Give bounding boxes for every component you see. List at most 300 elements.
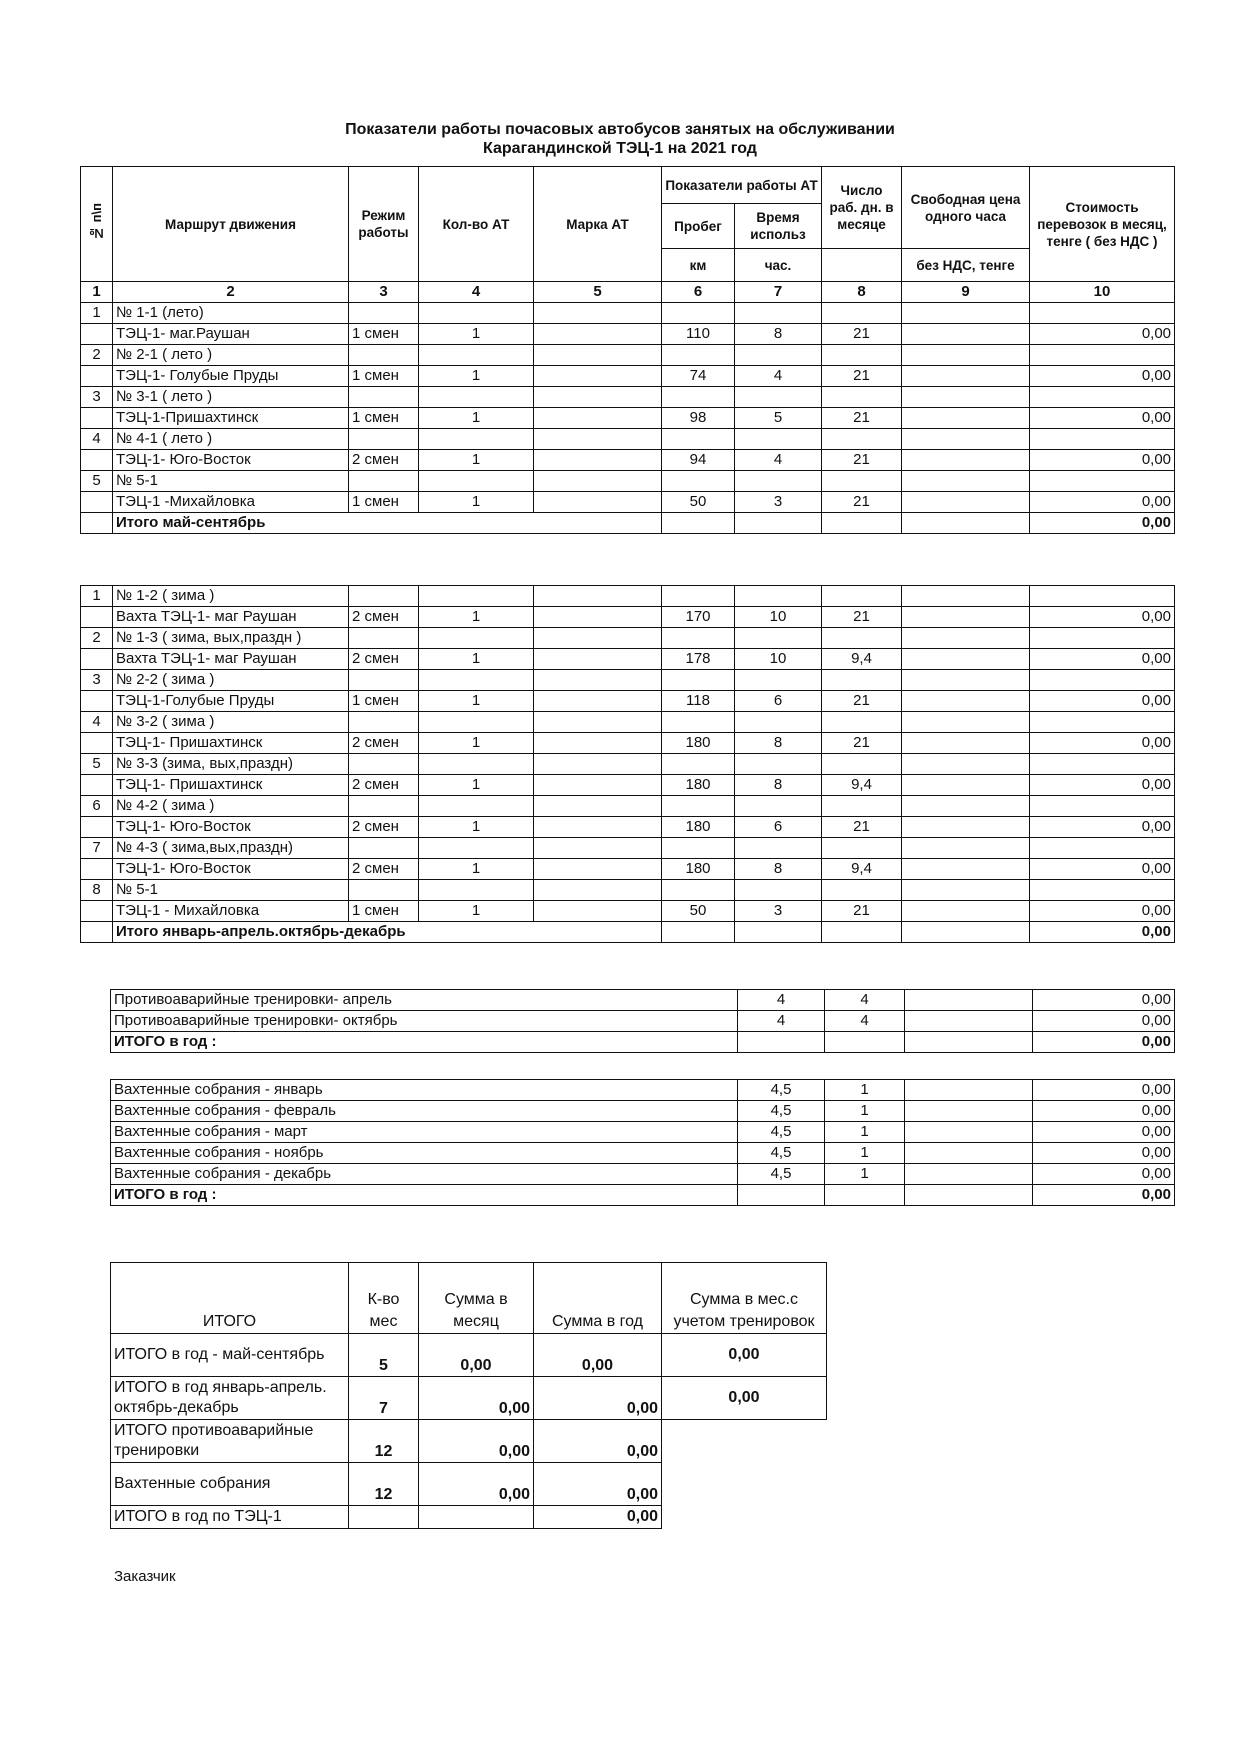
header-days: Число раб. дн. в месяце: [822, 167, 902, 249]
monthly-cost: [1030, 628, 1175, 649]
activity-days: 1: [825, 1122, 905, 1143]
bus-brand: [534, 775, 662, 796]
hours-used: 6: [735, 817, 822, 838]
column-number: 4: [419, 282, 534, 303]
work-mode: [349, 303, 419, 324]
monthly-cost: 0,00: [1030, 649, 1175, 670]
bus-brand: [534, 754, 662, 775]
row-number: 7: [81, 838, 113, 859]
hour-price: [902, 691, 1030, 712]
bus-brand: [534, 366, 662, 387]
route-name: № 4-1 ( лето ): [113, 429, 349, 450]
summer-rows: [81, 303, 1175, 513]
route-row: [81, 901, 1175, 922]
row-number: 1: [81, 586, 113, 607]
column-number: 9: [902, 282, 1030, 303]
hour-price: [902, 838, 1030, 859]
drills-total-label: ИТОГО в год :: [111, 1032, 738, 1053]
summary-header-row: [111, 1263, 827, 1334]
activity-price: [905, 1143, 1033, 1164]
hour-price: [902, 712, 1030, 733]
work-days: 21: [822, 324, 902, 345]
row-number: [81, 450, 113, 471]
row-number: 5: [81, 754, 113, 775]
row-number: 6: [81, 796, 113, 817]
bus-count: [419, 628, 534, 649]
route-name: ТЭЦ-1- Пришахтинск: [113, 733, 349, 754]
bus-brand: [534, 586, 662, 607]
header-price-unit: без НДС, тенге: [902, 249, 1030, 282]
hours-used: [735, 471, 822, 492]
winter-total-cost: 0,00: [1030, 922, 1175, 943]
work-mode: [349, 754, 419, 775]
bus-brand: [534, 859, 662, 880]
bus-brand: [534, 838, 662, 859]
work-mode: 1 смен: [349, 492, 419, 513]
activity-row: [111, 1101, 1175, 1122]
bus-count: 1: [419, 901, 534, 922]
main-table: [80, 166, 1175, 534]
activity-price: [905, 1122, 1033, 1143]
bus-count: [419, 880, 534, 901]
summary-months: 7: [349, 1377, 419, 1420]
row-number: [81, 324, 113, 345]
bus-count: 1: [419, 691, 534, 712]
hour-price: [902, 775, 1030, 796]
route-row: [81, 712, 1175, 733]
route-name: № 3-2 ( зима ): [113, 712, 349, 733]
header-price: Свободная цена одного часа: [902, 167, 1030, 249]
mileage-km: [662, 345, 735, 366]
route-row: [81, 408, 1175, 429]
route-row: [81, 586, 1175, 607]
bus-brand: [534, 492, 662, 513]
title-line-1: Показатели работы почасовых автобусов занятых на обслуживании: [345, 121, 895, 138]
meetings-table: [110, 1079, 1175, 1206]
customer-label: Заказчик: [114, 1568, 176, 1585]
route-row: [81, 324, 1175, 345]
winter-table: [80, 585, 1175, 943]
bus-brand: [534, 670, 662, 691]
activity-price: [905, 1011, 1033, 1032]
route-row: [81, 492, 1175, 513]
hours-used: [735, 586, 822, 607]
work-mode: [349, 838, 419, 859]
activity-days: 1: [825, 1143, 905, 1164]
summary-with-drills: [662, 1420, 827, 1463]
monthly-cost: [1030, 387, 1175, 408]
work-days: [822, 345, 902, 366]
route-name: № 1-3 ( зима, вых,праздн ): [113, 628, 349, 649]
header-count: Кол-во АТ: [419, 167, 534, 282]
hours-used: 10: [735, 607, 822, 628]
route-name: ТЭЦ-1-Пришахтинск: [113, 408, 349, 429]
summer-total-label: Итого май-сентябрь: [113, 513, 662, 534]
hour-price: [902, 670, 1030, 691]
monthly-cost: [1030, 303, 1175, 324]
bus-brand: [534, 345, 662, 366]
route-row: [81, 670, 1175, 691]
header-mode: Режим работы: [349, 167, 419, 282]
work-days: 21: [822, 450, 902, 471]
hour-price: [902, 492, 1030, 513]
work-days: 21: [822, 691, 902, 712]
work-days: [822, 838, 902, 859]
row-number: [81, 691, 113, 712]
route-row: [81, 471, 1175, 492]
activity-label: Вахтенные собрания - январь: [111, 1080, 738, 1101]
row-number: [81, 901, 113, 922]
hour-price: [902, 324, 1030, 345]
row-number: [81, 775, 113, 796]
row-number: 3: [81, 670, 113, 691]
summary-label: ИТОГО в год - май-сентябрь: [111, 1334, 349, 1377]
bus-count: [419, 429, 534, 450]
bus-brand: [534, 387, 662, 408]
meetings-rows: [111, 1080, 1175, 1185]
header-num: № п\п: [81, 167, 113, 282]
row-number: 2: [81, 345, 113, 366]
activity-label: Вахтенные собрания - ноябрь: [111, 1143, 738, 1164]
activity-row: [111, 1164, 1175, 1185]
hour-price: [902, 387, 1030, 408]
work-days: [822, 586, 902, 607]
summary-label: ИТОГО противоаварийные тренировки: [111, 1420, 349, 1463]
summary-header-per-month: Сумма в месяц: [419, 1263, 534, 1334]
route-name: № 4-3 ( зима,вых,праздн): [113, 838, 349, 859]
header-time: Время использ: [735, 204, 822, 249]
work-days: 21: [822, 607, 902, 628]
work-mode: 1 смен: [349, 691, 419, 712]
work-days: 9,4: [822, 859, 902, 880]
bus-count: 1: [419, 492, 534, 513]
work-mode: [349, 796, 419, 817]
hour-price: [902, 345, 1030, 366]
header-brand: Марка АТ: [534, 167, 662, 282]
hour-price: [902, 649, 1030, 670]
mileage-km: 94: [662, 450, 735, 471]
bus-brand: [534, 303, 662, 324]
bus-brand: [534, 901, 662, 922]
hours-used: 5: [735, 408, 822, 429]
activity-cost: 0,00: [1033, 1011, 1175, 1032]
work-mode: 2 смен: [349, 733, 419, 754]
route-name: ТЭЦ-1- Пришахтинск: [113, 775, 349, 796]
column-number: 10: [1030, 282, 1175, 303]
row-number: [81, 366, 113, 387]
monthly-cost: [1030, 754, 1175, 775]
drills-total-cost: 0,00: [1033, 1032, 1175, 1053]
row-number: [81, 733, 113, 754]
monthly-cost: [1030, 345, 1175, 366]
bus-brand: [534, 733, 662, 754]
route-name: Вахта ТЭЦ-1- маг Раушан: [113, 607, 349, 628]
work-days: 9,4: [822, 649, 902, 670]
mileage-km: 118: [662, 691, 735, 712]
activity-price: [905, 1101, 1033, 1122]
route-name: ТЭЦ-1- Голубые Пруды: [113, 366, 349, 387]
activity-label: Противоаварийные тренировки- апрель: [111, 990, 738, 1011]
summary-row: [111, 1377, 827, 1420]
bus-count: [419, 303, 534, 324]
mileage-km: [662, 712, 735, 733]
route-name: ТЭЦ-1 - Михайловка: [113, 901, 349, 922]
monthly-cost: 0,00: [1030, 492, 1175, 513]
work-days: 9,4: [822, 775, 902, 796]
monthly-cost: 0,00: [1030, 607, 1175, 628]
work-days: [822, 429, 902, 450]
summary-total-label: ИТОГО в год по ТЭЦ-1: [111, 1506, 349, 1529]
summary-months: 5: [349, 1334, 419, 1377]
mileage-km: [662, 880, 735, 901]
hours-used: [735, 429, 822, 450]
bus-count: 1: [419, 859, 534, 880]
route-row: [81, 859, 1175, 880]
bus-count: [419, 387, 534, 408]
hour-price: [902, 628, 1030, 649]
row-number: [81, 859, 113, 880]
summary-months: 12: [349, 1463, 419, 1506]
bus-brand: [534, 429, 662, 450]
activity-price: [905, 1080, 1033, 1101]
row-number: [81, 817, 113, 838]
mileage-km: 180: [662, 859, 735, 880]
activity-cost: 0,00: [1033, 1101, 1175, 1122]
document-title: [0, 120, 1240, 158]
route-name: № 2-1 ( лето ): [113, 345, 349, 366]
work-mode: 1 смен: [349, 324, 419, 345]
winter-total-label: Итого январь-апрель.октябрь-декабрь: [113, 922, 662, 943]
mileage-km: 170: [662, 607, 735, 628]
monthly-cost: 0,00: [1030, 366, 1175, 387]
mileage-km: [662, 303, 735, 324]
bus-count: 1: [419, 607, 534, 628]
row-number: 8: [81, 880, 113, 901]
work-days: [822, 880, 902, 901]
work-days: [822, 628, 902, 649]
winter-rows: [81, 586, 1175, 922]
route-row: [81, 607, 1175, 628]
route-row: [81, 754, 1175, 775]
header-km: км: [662, 249, 735, 282]
mileage-km: [662, 387, 735, 408]
row-number: 4: [81, 429, 113, 450]
monthly-cost: 0,00: [1030, 450, 1175, 471]
route-name: ТЭЦ-1- маг.Раушан: [113, 324, 349, 345]
hours-used: [735, 712, 822, 733]
column-number: 6: [662, 282, 735, 303]
bus-brand: [534, 450, 662, 471]
row-number: 4: [81, 712, 113, 733]
column-numbers-row: [81, 282, 1175, 303]
activity-cost: 0,00: [1033, 1122, 1175, 1143]
bus-brand: [534, 324, 662, 345]
hour-price: [902, 733, 1030, 754]
work-mode: 2 смен: [349, 607, 419, 628]
route-row: [81, 628, 1175, 649]
hour-price: [902, 471, 1030, 492]
hours-used: 8: [735, 859, 822, 880]
summary-per-year: 0,00: [534, 1334, 662, 1377]
hour-price: [902, 303, 1030, 324]
column-number: 5: [534, 282, 662, 303]
work-days: [822, 303, 902, 324]
monthly-cost: 0,00: [1030, 775, 1175, 796]
bus-brand: [534, 880, 662, 901]
monthly-cost: [1030, 670, 1175, 691]
bus-count: 1: [419, 817, 534, 838]
hour-price: [902, 450, 1030, 471]
bus-count: 1: [419, 324, 534, 345]
activity-label: Противоаварийные тренировки- октябрь: [111, 1011, 738, 1032]
activity-cost: 0,00: [1033, 1080, 1175, 1101]
meetings-total-row: [111, 1185, 1175, 1206]
summary-per-year: 0,00: [534, 1377, 662, 1420]
column-number: 8: [822, 282, 902, 303]
activity-hours: 4: [738, 1011, 825, 1032]
bus-count: [419, 670, 534, 691]
summary-per-month: 0,00: [419, 1463, 534, 1506]
column-number: 2: [113, 282, 349, 303]
bus-brand: [534, 649, 662, 670]
route-name: ТЭЦ-1- Юго-Восток: [113, 817, 349, 838]
hours-used: [735, 628, 822, 649]
work-mode: [349, 670, 419, 691]
route-row: [81, 880, 1175, 901]
column-number: 1: [81, 282, 113, 303]
monthly-cost: [1030, 471, 1175, 492]
hours-used: [735, 880, 822, 901]
work-mode: 2 смен: [349, 817, 419, 838]
activity-row: [111, 1011, 1175, 1032]
route-row: [81, 817, 1175, 838]
monthly-cost: 0,00: [1030, 817, 1175, 838]
route-name: ТЭЦ-1- Юго-Восток: [113, 450, 349, 471]
route-name: № 1-1 (лето): [113, 303, 349, 324]
row-number: 5: [81, 471, 113, 492]
activity-hours: 4,5: [738, 1122, 825, 1143]
bus-brand: [534, 712, 662, 733]
summary-table: [110, 1262, 827, 1529]
activity-row: [111, 1143, 1175, 1164]
mileage-km: 98: [662, 408, 735, 429]
activity-cost: 0,00: [1033, 1164, 1175, 1185]
summary-label: Вахтенные собрания: [111, 1463, 349, 1506]
summer-total-row: [81, 513, 1175, 534]
hour-price: [902, 429, 1030, 450]
bus-count: 1: [419, 733, 534, 754]
drills-table: [110, 989, 1175, 1053]
row-number: [81, 649, 113, 670]
work-days: 21: [822, 733, 902, 754]
header-cost: Стоимость перевозок в месяц, тенге ( без НДС ): [1030, 167, 1175, 282]
winter-total-row: [81, 922, 1175, 943]
hours-used: [735, 670, 822, 691]
hour-price: [902, 586, 1030, 607]
bus-count: [419, 345, 534, 366]
activity-days: 1: [825, 1101, 905, 1122]
work-days: [822, 712, 902, 733]
hours-used: [735, 303, 822, 324]
route-row: [81, 649, 1175, 670]
activity-hours: 4: [738, 990, 825, 1011]
hours-used: 4: [735, 450, 822, 471]
work-mode: 1 смен: [349, 366, 419, 387]
route-row: [81, 345, 1175, 366]
header-route: Маршрут движения: [113, 167, 349, 282]
activity-days: 4: [825, 1011, 905, 1032]
bus-count: [419, 712, 534, 733]
drills-rows: [111, 990, 1175, 1032]
meetings-total-cost: 0,00: [1033, 1185, 1175, 1206]
mileage-km: 110: [662, 324, 735, 345]
work-mode: [349, 712, 419, 733]
monthly-cost: [1030, 586, 1175, 607]
hours-used: 8: [735, 324, 822, 345]
bus-count: 1: [419, 450, 534, 471]
route-row: [81, 366, 1175, 387]
activity-hours: 4,5: [738, 1164, 825, 1185]
row-number: 2: [81, 628, 113, 649]
hour-price: [902, 607, 1030, 628]
hour-price: [902, 754, 1030, 775]
header-mileage: Пробег: [662, 204, 735, 249]
mileage-km: [662, 586, 735, 607]
activity-label: Вахтенные собрания - февраль: [111, 1101, 738, 1122]
column-number: 7: [735, 282, 822, 303]
summary-header-with-drills: Сумма в мес.с учетом тренировок: [662, 1263, 827, 1334]
monthly-cost: 0,00: [1030, 324, 1175, 345]
route-name: № 3-3 (зима, вых,праздн): [113, 754, 349, 775]
hours-used: 8: [735, 733, 822, 754]
route-name: № 4-2 ( зима ): [113, 796, 349, 817]
work-days: 21: [822, 408, 902, 429]
work-mode: [349, 387, 419, 408]
bus-count: 1: [419, 408, 534, 429]
summary-total-row: [111, 1506, 827, 1529]
work-days: [822, 754, 902, 775]
activity-price: [905, 990, 1033, 1011]
hours-used: [735, 754, 822, 775]
bus-brand: [534, 817, 662, 838]
work-mode: 2 смен: [349, 859, 419, 880]
hour-price: [902, 796, 1030, 817]
work-days: 21: [822, 901, 902, 922]
bus-brand: [534, 471, 662, 492]
work-mode: 2 смен: [349, 450, 419, 471]
header-days-empty: [822, 249, 902, 282]
work-mode: 1 смен: [349, 408, 419, 429]
summary-total-year: 0,00: [534, 1506, 662, 1529]
work-mode: 2 смен: [349, 649, 419, 670]
summary-per-month: 0,00: [419, 1334, 534, 1377]
summary-row: [111, 1463, 827, 1506]
activity-row: [111, 990, 1175, 1011]
monthly-cost: 0,00: [1030, 691, 1175, 712]
summary-months: 12: [349, 1420, 419, 1463]
bus-count: [419, 796, 534, 817]
hours-used: [735, 345, 822, 366]
route-name: ТЭЦ-1-Голубые Пруды: [113, 691, 349, 712]
hour-price: [902, 901, 1030, 922]
summary-per-month: 0,00: [419, 1377, 534, 1420]
hour-price: [902, 366, 1030, 387]
activity-days: 1: [825, 1080, 905, 1101]
mileage-km: [662, 796, 735, 817]
work-days: [822, 471, 902, 492]
summary-header-itogo: ИТОГО: [111, 1263, 349, 1334]
route-row: [81, 838, 1175, 859]
